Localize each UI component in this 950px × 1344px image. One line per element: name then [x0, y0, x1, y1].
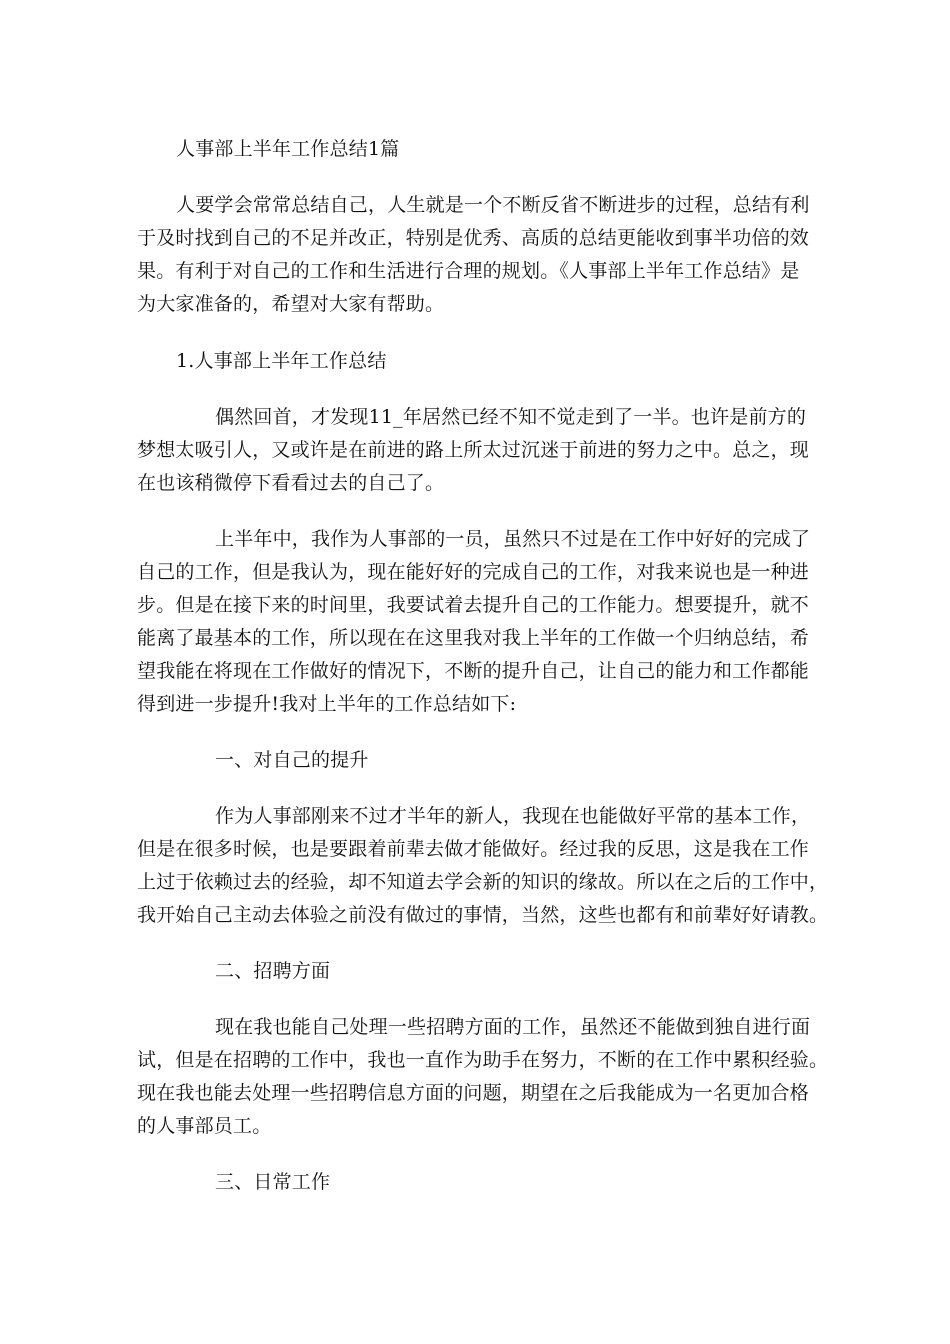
heading-3: 三、日常工作	[215, 1171, 331, 1193]
paragraph-1-line-1: 偶然回首，才发现11_年居然已经不知不觉走到了一半。也许是前方的	[215, 406, 807, 428]
paragraph-2-line-3: 步。但是在接下来的时间里，我要试着去提升自己的工作能力。想要提升，就不	[137, 594, 810, 616]
paragraph-1-line-2: 梦想太吸引人，又或许是在前进的路上所太过沉迷于前进的努力之中。总之，现	[137, 439, 810, 461]
paragraph-2-line-2: 自己的工作，但是我认为，现在能好好的完成自己的工作，对我来说也是一种进	[137, 561, 810, 583]
paragraph-3-line-1: 作为人事部刚来不过才半年的新人，我现在也能做好平常的基本工作，	[215, 805, 811, 827]
intro-line-4: 为大家准备的，希望对大家有帮助。	[137, 293, 445, 315]
section-title: 1.人事部上半年工作总结	[176, 350, 387, 372]
paragraph-1-line-3: 在也该稍微停下看看过去的自己了。	[137, 472, 445, 494]
paragraph-2-line-4: 能离了最基本的工作，所以现在在这里我对我上半年的工作做一个归纳总结，希	[137, 627, 810, 649]
paragraph-4-line-4: 的人事部员工。	[137, 1115, 272, 1137]
paragraph-4-line-1: 现在我也能自己处理一些招聘方面的工作，虽然还不能做到独自进行面	[215, 1016, 811, 1038]
paragraph-2-line-1: 上半年中，我作为人事部的一员，虽然只不过是在工作中好好的完成了	[215, 528, 811, 550]
paragraph-2-line-6: 得到进一步提升!我对上半年的工作总结如下:	[137, 693, 517, 715]
heading-2: 二、招聘方面	[215, 960, 331, 982]
intro-line-1: 人要学会常常总结自己，人生就是一个不断反省不断进步的过程，总结有利	[176, 194, 810, 216]
paragraph-4-line-3: 现在我也能去处理一些招聘信息方面的问题，期望在之后我能成为一名更加合格	[137, 1082, 810, 1104]
intro-line-2: 于及时找到自己的不足并改正，特别是优秀、高质的总结更能收到事半功倍的效	[137, 227, 810, 249]
intro-line-3: 果。有利于对自己的工作和生活进行合理的规划。《人事部上半年工作总结》是	[137, 260, 800, 282]
paragraph-3-line-2: 但是在很多时候，也是要跟着前辈去做才能做好。经过我的反思，这是我在工作	[137, 838, 810, 860]
paragraph-2-line-5: 望我能在将现在工作做好的情况下，不断的提升自己，让自己的能力和工作都能	[137, 660, 810, 682]
document-title: 人事部上半年工作总结1篇	[176, 138, 400, 160]
paragraph-3-line-3: 上过于依赖过去的经验，却不知道去学会新的知识的缘故。所以在之后的工作中，	[137, 871, 829, 893]
heading-1: 一、对自己的提升	[215, 749, 369, 771]
paragraph-3-line-4: 我开始自己主动去体验之前没有做过的事情，当然，这些也都有和前辈好好请教。	[137, 904, 829, 926]
paragraph-4-line-2: 试，但是在招聘的工作中，我也一直作为助手在努力，不断的在工作中累积经验。	[137, 1049, 829, 1071]
